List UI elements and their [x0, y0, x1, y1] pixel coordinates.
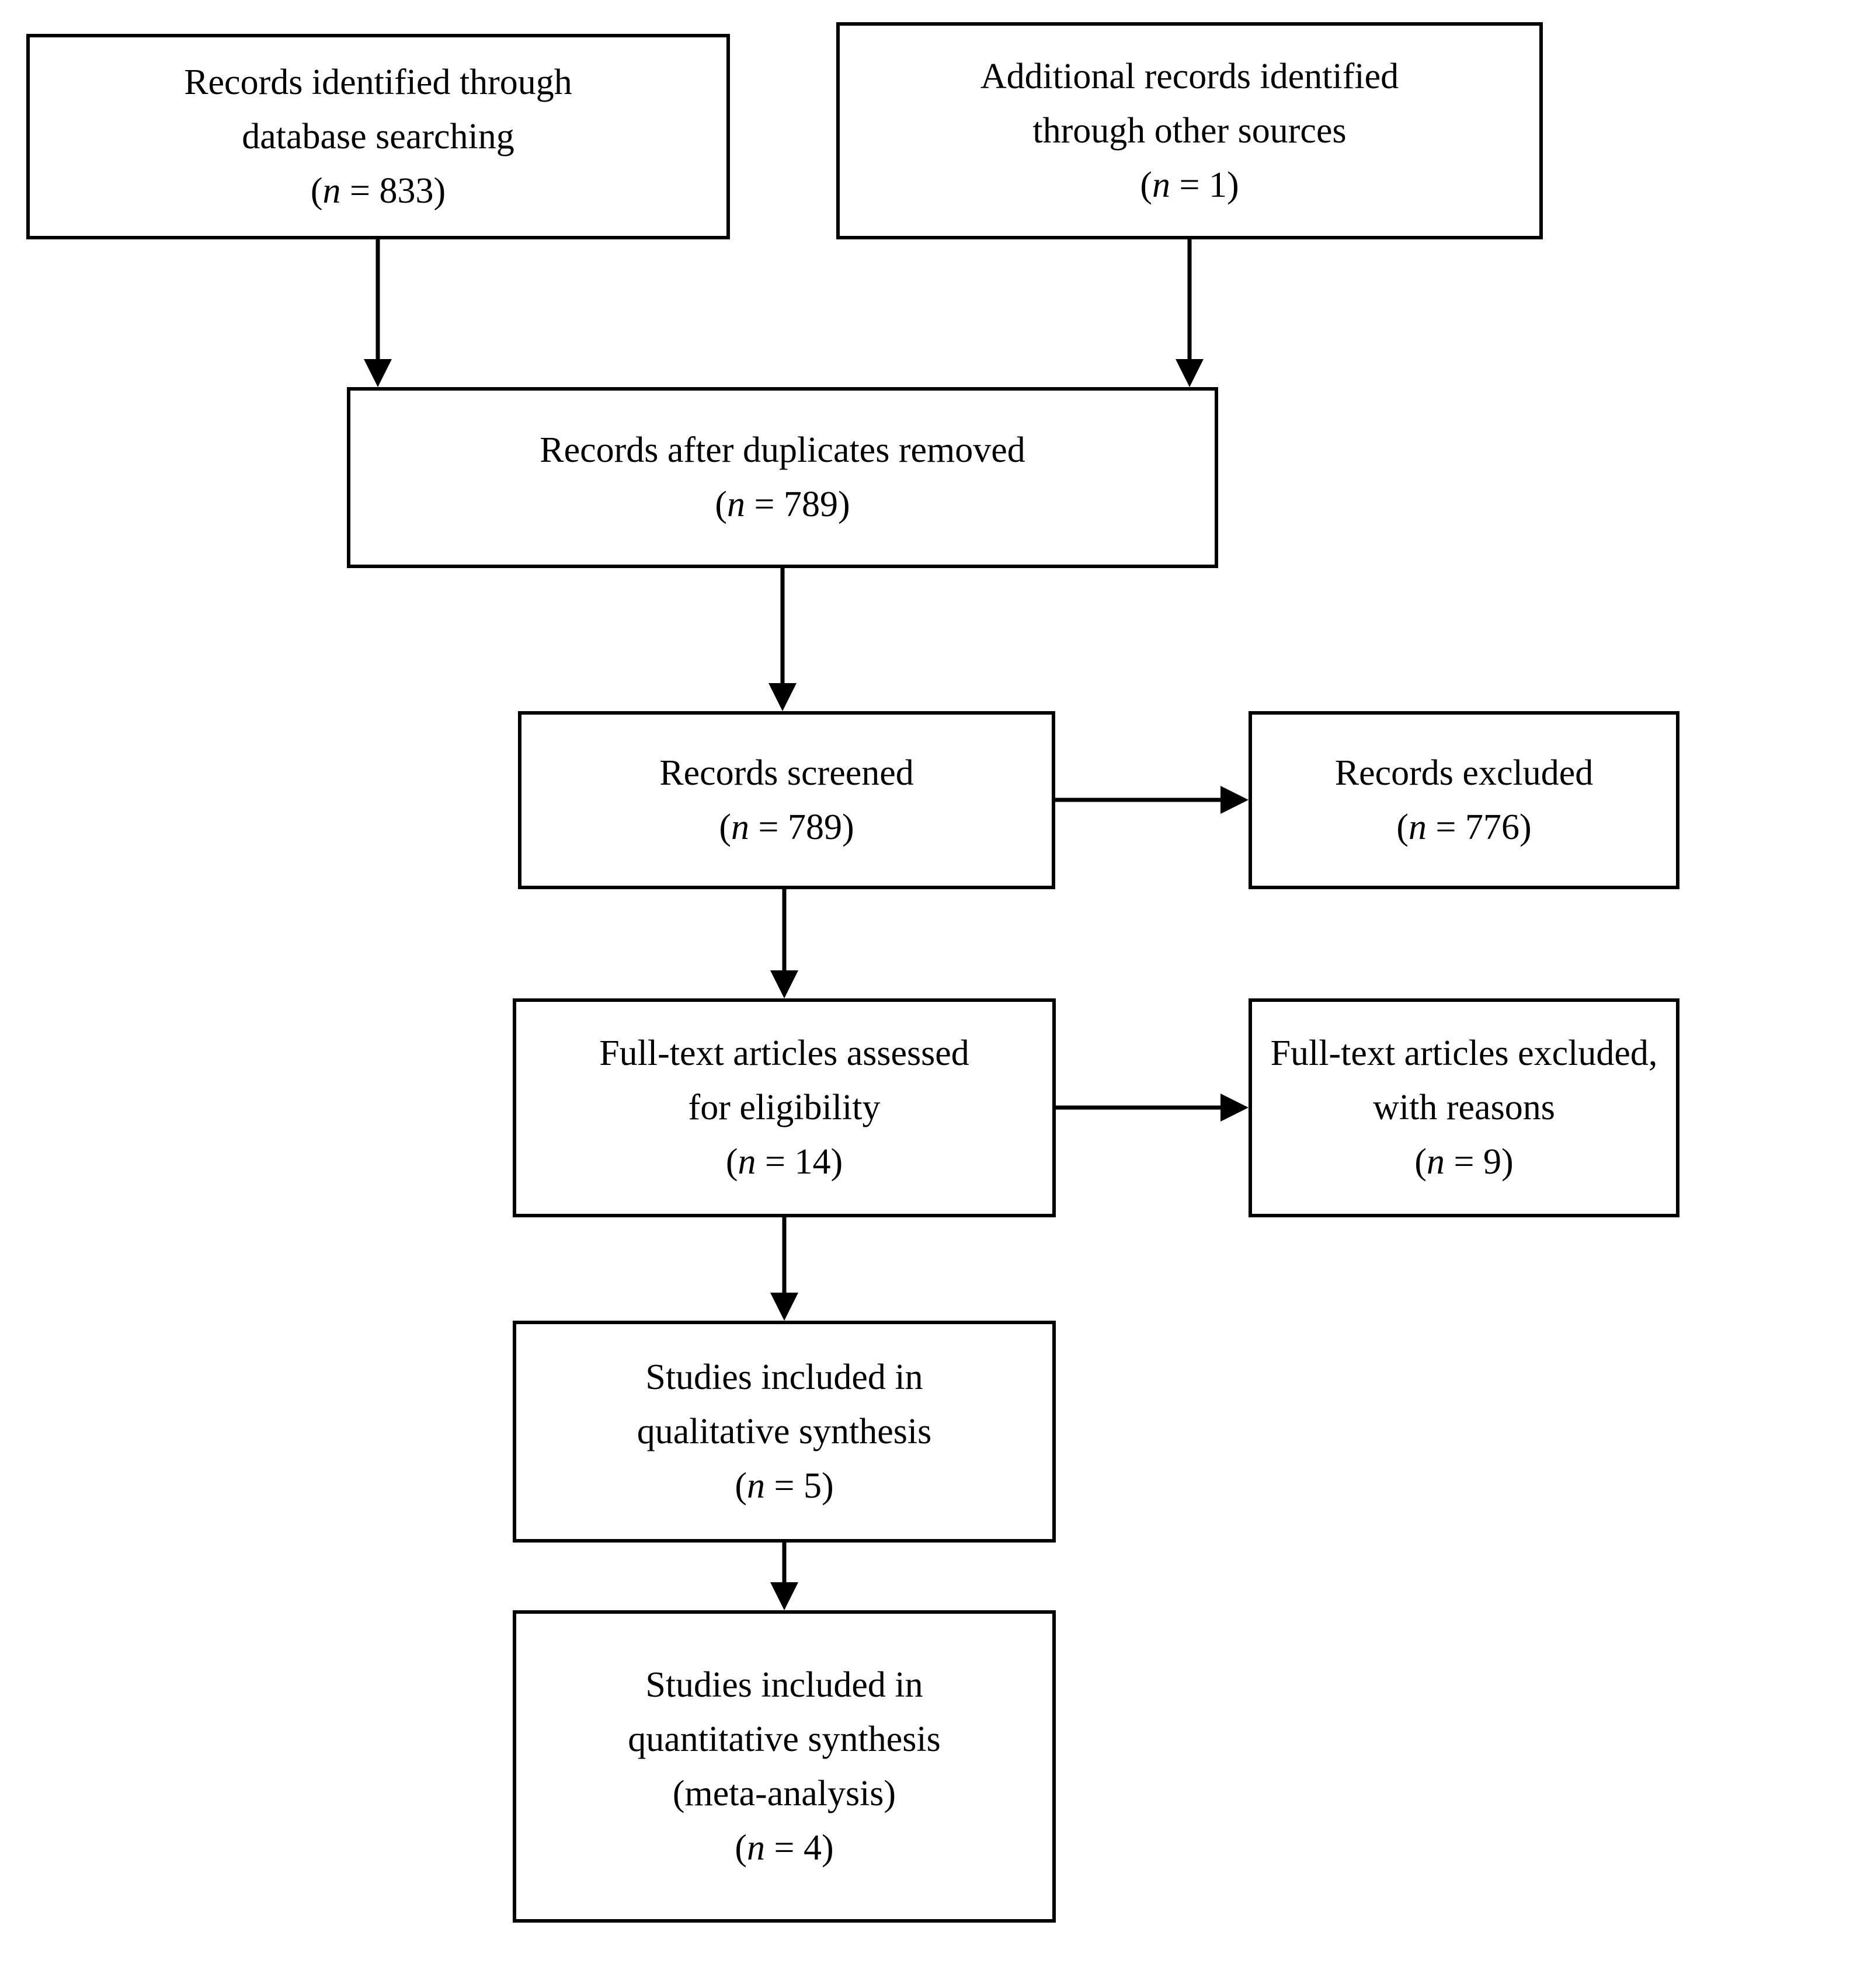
count-equals: = [1427, 807, 1465, 847]
box-text-line: Studies included in [645, 1357, 923, 1397]
count-value: 5 [803, 1465, 822, 1506]
arrow-duplicates-to-screened [768, 568, 797, 711]
flow-box-qualitative-synthesis [513, 1321, 1056, 1543]
count-line [1396, 800, 1531, 855]
count-equals: = [749, 807, 788, 847]
box-text-line: Records excluded [1334, 753, 1594, 793]
count-close: ) [821, 1465, 834, 1506]
count-open: ( [310, 170, 323, 211]
count-equals: = [1445, 1142, 1483, 1182]
box-text-line: with reasons [1373, 1088, 1555, 1127]
count-value: 4 [803, 1827, 822, 1868]
box-text-line: database searching [242, 116, 514, 156]
box-text-line: Full-text articles excluded, [1270, 1033, 1658, 1073]
count-close: ) [1501, 1142, 1514, 1182]
count-open: ( [735, 1827, 747, 1868]
count-variable: n [1152, 165, 1171, 205]
count-open: ( [1396, 807, 1409, 847]
count-variable: n [747, 1465, 766, 1506]
flow-box-additional-records [836, 22, 1543, 239]
count-value: 776 [1465, 807, 1519, 847]
count-line [715, 478, 850, 532]
count-line [735, 1821, 833, 1875]
count-close: ) [830, 1142, 843, 1182]
box-text-line: Records screened [659, 753, 914, 793]
box-text-line: quantitative synthesis [628, 1719, 941, 1759]
count-variable: n [1427, 1142, 1445, 1182]
box-text-line: qualitative synthesis [637, 1411, 932, 1451]
flow-box-records-screened [518, 711, 1055, 889]
flow-box-quantitative-synthesis [513, 1610, 1056, 1923]
count-equals: = [756, 1142, 795, 1182]
flow-box-records-identified-database [26, 34, 730, 239]
count-line [735, 1459, 833, 1513]
count-close: ) [837, 485, 850, 524]
arrow-qualitative-to-quantitative [770, 1543, 798, 1610]
count-close: ) [841, 807, 854, 847]
count-line [726, 1135, 843, 1189]
count-equals: = [745, 485, 784, 524]
count-open: ( [1414, 1142, 1427, 1182]
arrow-screened-to-excluded [1055, 786, 1249, 814]
box-text-line: Studies included in [645, 1665, 923, 1705]
flow-box-after-duplicates [347, 387, 1218, 568]
box-text-line: Records after duplicates removed [540, 430, 1025, 470]
flow-box-fulltext-excluded [1249, 998, 1679, 1217]
flow-box-fulltext-assessed [513, 998, 1056, 1217]
count-variable: n [727, 485, 746, 524]
box-text-line: Full-text articles assessed [599, 1033, 969, 1073]
count-variable: n [1409, 807, 1427, 847]
count-value: 789 [787, 807, 842, 847]
count-equals: = [1170, 165, 1209, 205]
box-text-line: through other sources [1032, 110, 1347, 151]
count-variable: n [322, 170, 341, 211]
count-value: 789 [783, 485, 838, 524]
count-close: ) [1226, 165, 1239, 205]
count-open: ( [1140, 165, 1153, 205]
count-equals: = [765, 1465, 804, 1506]
count-equals: = [340, 170, 380, 211]
flow-box-records-excluded [1249, 711, 1679, 889]
count-open: ( [719, 807, 732, 847]
arrow-fulltext-to-excluded [1056, 1094, 1249, 1122]
count-open: ( [735, 1465, 747, 1506]
count-close: ) [821, 1827, 834, 1868]
count-line [1140, 158, 1239, 213]
box-text-line: for eligibility [688, 1088, 881, 1127]
count-variable: n [738, 1142, 756, 1182]
count-line [311, 164, 446, 218]
count-variable: n [747, 1827, 766, 1868]
count-value: 14 [794, 1142, 831, 1182]
count-line [1414, 1135, 1513, 1189]
box-text-line: Additional records identified [980, 56, 1399, 96]
count-open: ( [725, 1142, 738, 1182]
box-text-line: Records identified through [184, 62, 572, 102]
box-text-line: (meta-analysis) [672, 1773, 896, 1813]
count-value: 9 [1483, 1142, 1501, 1182]
count-close: ) [433, 170, 446, 211]
count-close: ) [1519, 807, 1532, 847]
arrow-sources-to-duplicates [1176, 239, 1204, 387]
count-line [719, 800, 854, 855]
arrow-fulltext-to-qualitative [770, 1217, 798, 1321]
count-equals: = [765, 1827, 804, 1868]
arrow-screened-to-fulltext [770, 889, 798, 998]
arrow-database-to-duplicates [364, 239, 392, 387]
count-open: ( [715, 485, 728, 524]
count-value: 1 [1208, 165, 1227, 205]
count-variable: n [731, 807, 750, 847]
count-value: 833 [379, 170, 434, 211]
